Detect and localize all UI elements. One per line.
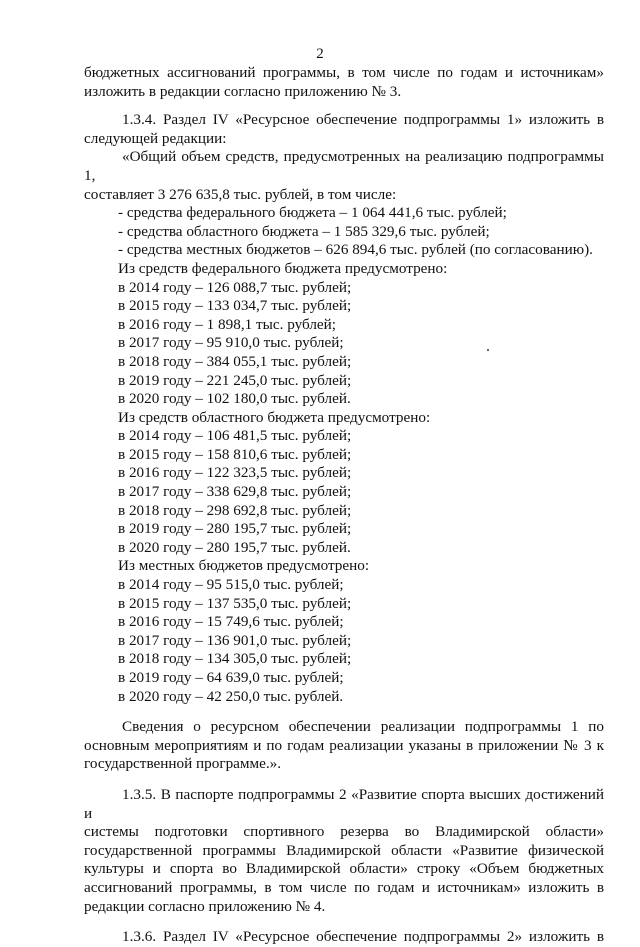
list-item: в 2018 году – 134 305,0 тыс. рублей; <box>118 650 352 668</box>
text-line: составляет 3 276 635,8 тыс. рублей, в том числе: <box>84 185 397 203</box>
list-item: в 2016 году – 122 323,5 тыс. рублей; <box>118 464 352 482</box>
text-line: Сведения о ресурсном обеспечении реализации подпрограммы 1 по <box>122 718 604 736</box>
text-line: редакции согласно приложению № 4. <box>84 897 326 915</box>
section-heading: Из средств областного бюджета предусмотрено: <box>118 408 431 426</box>
section-heading: Из местных бюджетов предусмотрено: <box>118 557 370 575</box>
text-line: системы подготовки спортивного резерва во Владимирской области» <box>84 823 604 841</box>
list-item: в 2020 году – 102 180,0 тыс. рублей. <box>118 390 351 408</box>
text-line: государственной программы Владимирской области «Развитие физической <box>84 841 604 859</box>
text-line: изложить в редакции согласно приложению № 3. <box>84 82 402 100</box>
paragraph-1 <box>84 64 604 101</box>
paragraph-1-3-6 <box>84 928 604 947</box>
scan-speck <box>487 349 489 351</box>
local-budget-section <box>84 557 604 706</box>
list-item: в 2017 году – 95 910,0 тыс. рублей; <box>118 334 344 352</box>
list-item: в 2014 году – 95 515,0 тыс. рублей; <box>118 576 344 594</box>
list-item: в 2018 году – 298 692,8 тыс. рублей; <box>118 501 352 519</box>
list-item: в 2017 году – 338 629,8 тыс. рублей; <box>118 483 352 501</box>
page-number: 2 <box>316 46 324 62</box>
list-item: в 2020 году – 280 195,7 тыс. рублей. <box>118 538 351 556</box>
list-item: - средства федерального бюджета – 1 064 441,6 тыс. рублей; <box>118 204 507 222</box>
list-item: в 2020 году – 42 250,0 тыс. рублей. <box>118 687 344 705</box>
list-item: в 2018 году – 384 055,1 тыс. рублей; <box>118 352 352 370</box>
text-line: бюджетных ассигнований программы, в том числе по годам и источникам» <box>84 64 604 81</box>
funding-sources-list <box>84 204 604 260</box>
list-item: в 2015 году – 158 810,6 тыс. рублей; <box>118 445 352 463</box>
federal-budget-section <box>84 260 604 409</box>
list-item: - средства местных бюджетов – 626 894,6 тыс. рублей (по согласованию). <box>118 241 593 259</box>
list-item: в 2014 году – 106 481,5 тыс. рублей; <box>118 427 352 445</box>
list-item: в 2017 году – 136 901,0 тыс. рублей; <box>118 631 352 649</box>
text-line: культуры и спорта во Владимирской области» строку «Объем бюджетных <box>84 860 604 878</box>
regional-budget-section <box>84 409 604 558</box>
text-line: 1.3.6. Раздел IV «Ресурсное обеспечение подпрограммы 2» изложить в <box>122 928 604 946</box>
list-item: в 2019 году – 221 245,0 тыс. рублей; <box>118 371 352 389</box>
text-line: ассигнований программы, в том числе по годам и источникам» изложить в <box>84 878 604 896</box>
list-item: в 2014 году – 126 088,7 тыс. рублей; <box>118 278 352 296</box>
list-item: в 2019 году – 64 639,0 тыс. рублей; <box>118 669 344 686</box>
section-heading: Из средств федерального бюджета предусмотрено: <box>118 259 448 277</box>
list-item: в 2015 году – 133 034,7 тыс. рублей; <box>118 297 352 315</box>
quoted-total-paragraph <box>84 148 604 204</box>
text-line: 1.3.4. Раздел IV «Ресурсное обеспечение подпрограммы 1» изложить в <box>122 111 604 129</box>
text-line: 1.3.5. В паспорте подпрограммы 2 «Развитие спорта высших достижений и <box>84 785 604 822</box>
text-line: основным мероприятиям и по годам реализации указаны в приложении № 3 к <box>84 736 604 754</box>
document-body <box>84 64 604 947</box>
list-item: - средства областного бюджета – 1 585 329,6 тыс. рублей; <box>118 222 490 240</box>
list-item: в 2019 году – 280 195,7 тыс. рублей; <box>118 520 352 538</box>
text-line: государственной программе.». <box>84 755 282 773</box>
resource-info-paragraph <box>84 718 604 774</box>
paragraph-1-3-4 <box>84 111 604 148</box>
text-line: «Общий объем средств, предусмотренных на реализацию подпрограммы 1, <box>84 148 604 184</box>
list-item: в 2016 году – 1 898,1 тыс. рублей; <box>118 315 336 333</box>
paragraph-1-3-5 <box>84 786 604 916</box>
text-line: следующей редакции: <box>84 129 227 147</box>
list-item: в 2016 году – 15 749,6 тыс. рублей; <box>118 613 344 631</box>
list-item: в 2015 году – 137 535,0 тыс. рублей; <box>118 594 352 612</box>
